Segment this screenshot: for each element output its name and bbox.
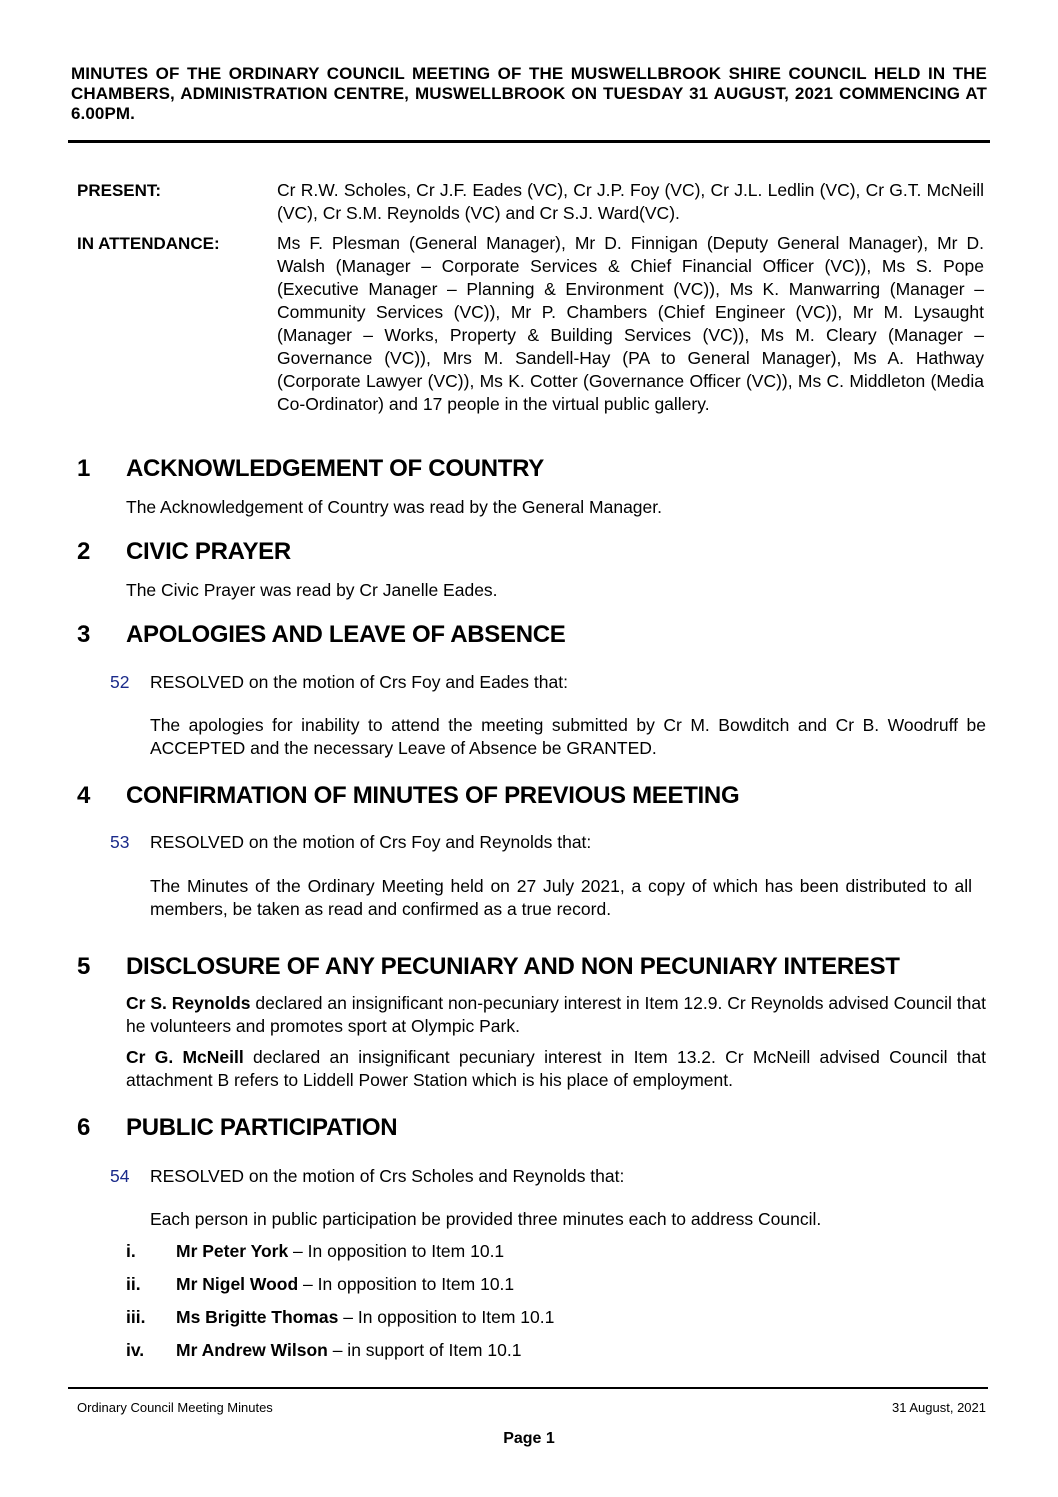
section-number: 2: [77, 538, 91, 565]
speaker-item: [176, 1306, 554, 1329]
document-title: MINUTES OF THE ORDINARY COUNCIL MEETING OF THE MUSWELLBROOK SHIRE COUNCIL HELD IN THE CHAMBERS, ADMINISTRATION CENTRE, MUSWELLBROOK ON TUESDAY 31 AUGUST, 2021 COMMENCING AT 6.00PM.: [71, 64, 987, 123]
section-heading: APOLOGIES AND LEAVE OF ABSENCE: [126, 621, 566, 648]
resolution-text: RESOLVED on the motion of Crs Scholes and Reynolds that:: [150, 1166, 625, 1186]
section-number: 1: [77, 455, 91, 482]
speaker-item: [176, 1339, 521, 1362]
resolution-number: 52: [110, 672, 130, 692]
speaker-numeral: i.: [126, 1241, 136, 1261]
section-number: 5: [77, 953, 91, 980]
speaker-numeral: iii.: [126, 1307, 146, 1327]
disclosure-text: declared an insignificant non-pecuniary interest in Item 12.9. Cr Reynolds advised Council that he volunteers and promotes sport at Olympic Park.: [126, 993, 986, 1036]
resolution-body: The Minutes of the Ordinary Meeting held on 27 July 2021, a copy of which has been distributed to all members, be taken as read and confirmed as a true record.: [150, 876, 972, 919]
speaker-name: Ms Brigitte Thomas: [176, 1307, 339, 1327]
disclosure-mcneill: [126, 1046, 986, 1092]
present-list: Cr R.W. Scholes, Cr J.F. Eades (VC), Cr J.P. Foy (VC), Cr J.L. Ledlin (VC), Cr G.T. McNeill (VC), Cr S.M. Reynolds (VC) and Cr S.J. Ward(VC).: [277, 180, 984, 223]
footer-document-name: Ordinary Council Meeting Minutes: [77, 1400, 273, 1415]
speaker-name: Mr Andrew Wilson: [176, 1340, 328, 1360]
footer-divider: [68, 1387, 988, 1389]
section-heading: ACKNOWLEDGEMENT OF COUNTRY: [126, 455, 544, 482]
resolution-text: RESOLVED on the motion of Crs Foy and Reynolds that:: [150, 832, 592, 852]
resolution-text: RESOLVED on the motion of Crs Foy and Eades that:: [150, 672, 568, 692]
disclosure-text: declared an insignificant pecuniary interest in Item 13.2. Cr McNeill advised Council that attachment B refers to Liddell Power Station which is his place of employment.: [126, 1047, 986, 1090]
disclosure-reynolds: [126, 992, 986, 1038]
resolution-body: Each person in public participation be provided three minutes each to address Council.: [150, 1209, 822, 1229]
speaker-position: – In opposition to Item 10.1: [298, 1274, 515, 1294]
present-label: PRESENT:: [77, 181, 162, 200]
speaker-position: – in support of Item 10.1: [327, 1340, 522, 1360]
section-heading: CONFIRMATION OF MINUTES OF PREVIOUS MEETING: [126, 782, 740, 809]
footer-date: 31 August, 2021: [892, 1400, 986, 1415]
resolution-number: 54: [110, 1166, 130, 1186]
disclosure-name: Cr S. Reynolds: [126, 993, 251, 1013]
section-body: The Acknowledgement of Country was read by the General Manager.: [126, 497, 662, 517]
section-heading: CIVIC PRAYER: [126, 538, 291, 565]
speaker-name: Mr Peter York: [176, 1241, 289, 1261]
speaker-name: Mr Nigel Wood: [176, 1274, 299, 1294]
resolution-body: The apologies for inability to attend the meeting submitted by Cr M. Bowditch and Cr B. Woodruff be ACCEPTED and the necessary Leave of Absence be GRANTED.: [150, 715, 986, 758]
speaker-item: [176, 1240, 504, 1263]
attendance-list: Ms F. Plesman (General Manager), Mr D. Finnigan (Deputy General Manager), Mr D. Walsh (Manager – Corporate Services & Chief Financial Officer (VC)), Ms S. Pope (Executive Manager – Planning & Environment (VC)), Ms K. Manwarring (Manager – Community Services (VC)), Mr P. Chambers (Chief Engineer (VC)), Mr M. Lysaught (Manager – Works, Property & Building Services (VC)), Ms M. Cleary (Manager – Governance (VC)), Mrs M. Sandell-Hay (PA to General Manager), Ms A. Hathway (Corporate Lawyer (VC)), Ms K. Cotter (Governance Officer (VC)), Ms C. Middleton (Media Co-Ordinator) and 17 people in the virtual public gallery.: [277, 233, 984, 414]
section-heading: PUBLIC PARTICIPATION: [126, 1114, 398, 1141]
section-number: 6: [77, 1114, 91, 1141]
disclosure-name: Cr G. McNeill: [126, 1047, 244, 1067]
section-number: 3: [77, 621, 91, 648]
section-heading: DISCLOSURE OF ANY PECUNIARY AND NON PECUNIARY INTEREST: [126, 953, 900, 980]
speaker-item: [176, 1273, 514, 1296]
speaker-numeral: iv.: [126, 1340, 145, 1360]
resolution-number: 53: [110, 832, 130, 852]
title-divider: [68, 140, 990, 143]
section-number: 4: [77, 782, 91, 809]
page-number: Page 1: [503, 1430, 555, 1447]
speaker-numeral: ii.: [126, 1274, 141, 1294]
section-body: The Civic Prayer was read by Cr Janelle Eades.: [126, 580, 498, 600]
attendance-label: IN ATTENDANCE:: [77, 234, 220, 253]
speaker-position: – In opposition to Item 10.1: [338, 1307, 555, 1327]
speaker-position: – In opposition to Item 10.1: [288, 1241, 505, 1261]
